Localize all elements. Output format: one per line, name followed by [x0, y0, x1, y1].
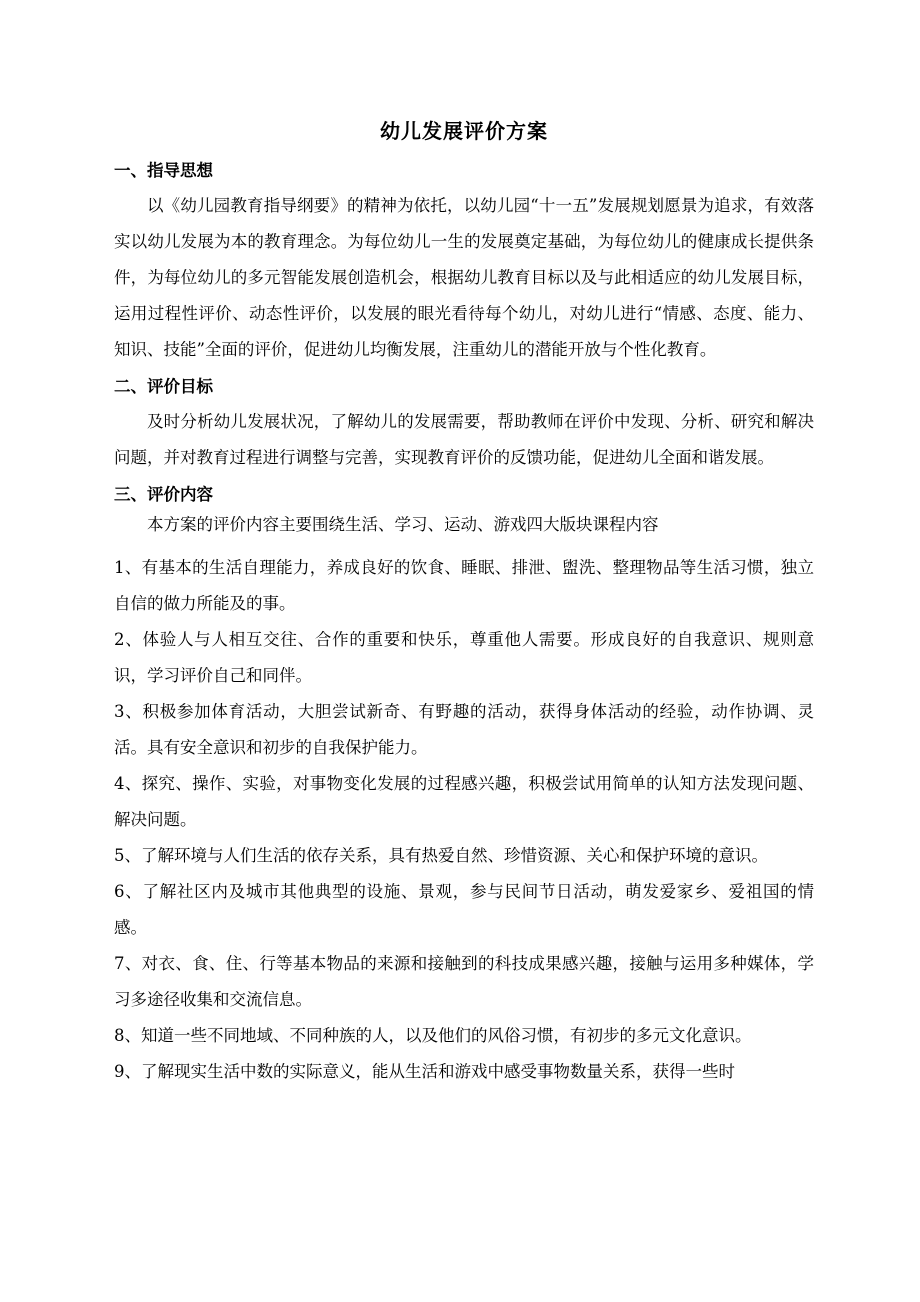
- content-item-4: 4、探究、操作、实验，对事物变化发展的过程感兴趣，积极尝试用简单的认知方法发现问题、解决问题。: [114, 774, 814, 829]
- section-heading-evaluation-goals: 二、评价目标: [114, 377, 213, 396]
- section-intro-evaluation-content: 本方案的评价内容主要围绕生活、学习、运动、游戏四大版块课程内容: [147, 515, 659, 534]
- content-item-9: 9、了解现实生活中数的实际意义，能从生活和游戏中感受事物数量关系，获得一些时: [114, 1062, 735, 1081]
- section-heading-evaluation-content: 三、评价内容: [114, 485, 213, 504]
- content-item-1: 1、有基本的生活自理能力，养成良好的饮食、睡眠、排泄、盥洗、整理物品等生活习惯，独立自信的做力所能及的事。: [114, 558, 814, 613]
- section-body-evaluation-goals: 及时分析幼儿发展状况，了解幼儿的发展需要，帮助教师在评价中发现、分析、研究和解决问题，并对教育过程进行调整与完善，实现教育评价的反馈功能，促进幼儿全面和谐发展。: [114, 412, 814, 467]
- content-item-6: 6、了解社区内及城市其他典型的设施、景观，参与民间节日活动，萌发爱家乡、爱祖国的情感。: [114, 882, 814, 937]
- section-heading-guiding-thought: 一、指导思想: [114, 161, 213, 180]
- content-item-5: 5、了解环境与人们生活的依存关系，具有热爱自然、珍惜资源、关心和保护环境的意识。: [114, 846, 768, 865]
- document-title: 幼儿发展评价方案: [380, 119, 548, 143]
- content-item-3: 3、积极参加体育活动，大胆尝试新奇、有野趣的活动，获得身体活动的经验，动作协调、灵活。具有安全意识和初步的自我保护能力。: [114, 702, 814, 757]
- content-item-2: 2、体验人与人相互交往、合作的重要和快乐，尊重他人需要。形成良好的自我意识、规则意识，学习评价自己和同伴。: [114, 630, 814, 685]
- section-body-guiding-thought: 以《幼儿园教育指导纲要》的精神为依托，以幼儿园“十一五”发展规划愿景为追求，有效落实以幼儿发展为本的教育理念。为每位幼儿一生的发展奠定基础，为每位幼儿的健康成长提供条件，为每位幼儿的多元智能发展创造机会，根据幼儿教育目标以及与此相适应的幼儿发展目标，运用过程性评价、动态性评价，以发展的眼光看待每个幼儿，对幼儿进行“情感、态度、能力、知识、技能”全面的评价，促进幼儿均衡发展，注重幼儿的潜能开放与个性化教育。: [114, 196, 814, 359]
- content-item-8: 8、知道一些不同地域、不同种族的人，以及他们的风俗习惯，有初步的多元文化意识。: [114, 1026, 752, 1045]
- content-item-7: 7、对衣、食、住、行等基本物品的来源和接触到的科技成果感兴趣，接触与运用多种媒体，学习多途径收集和交流信息。: [114, 954, 814, 1009]
